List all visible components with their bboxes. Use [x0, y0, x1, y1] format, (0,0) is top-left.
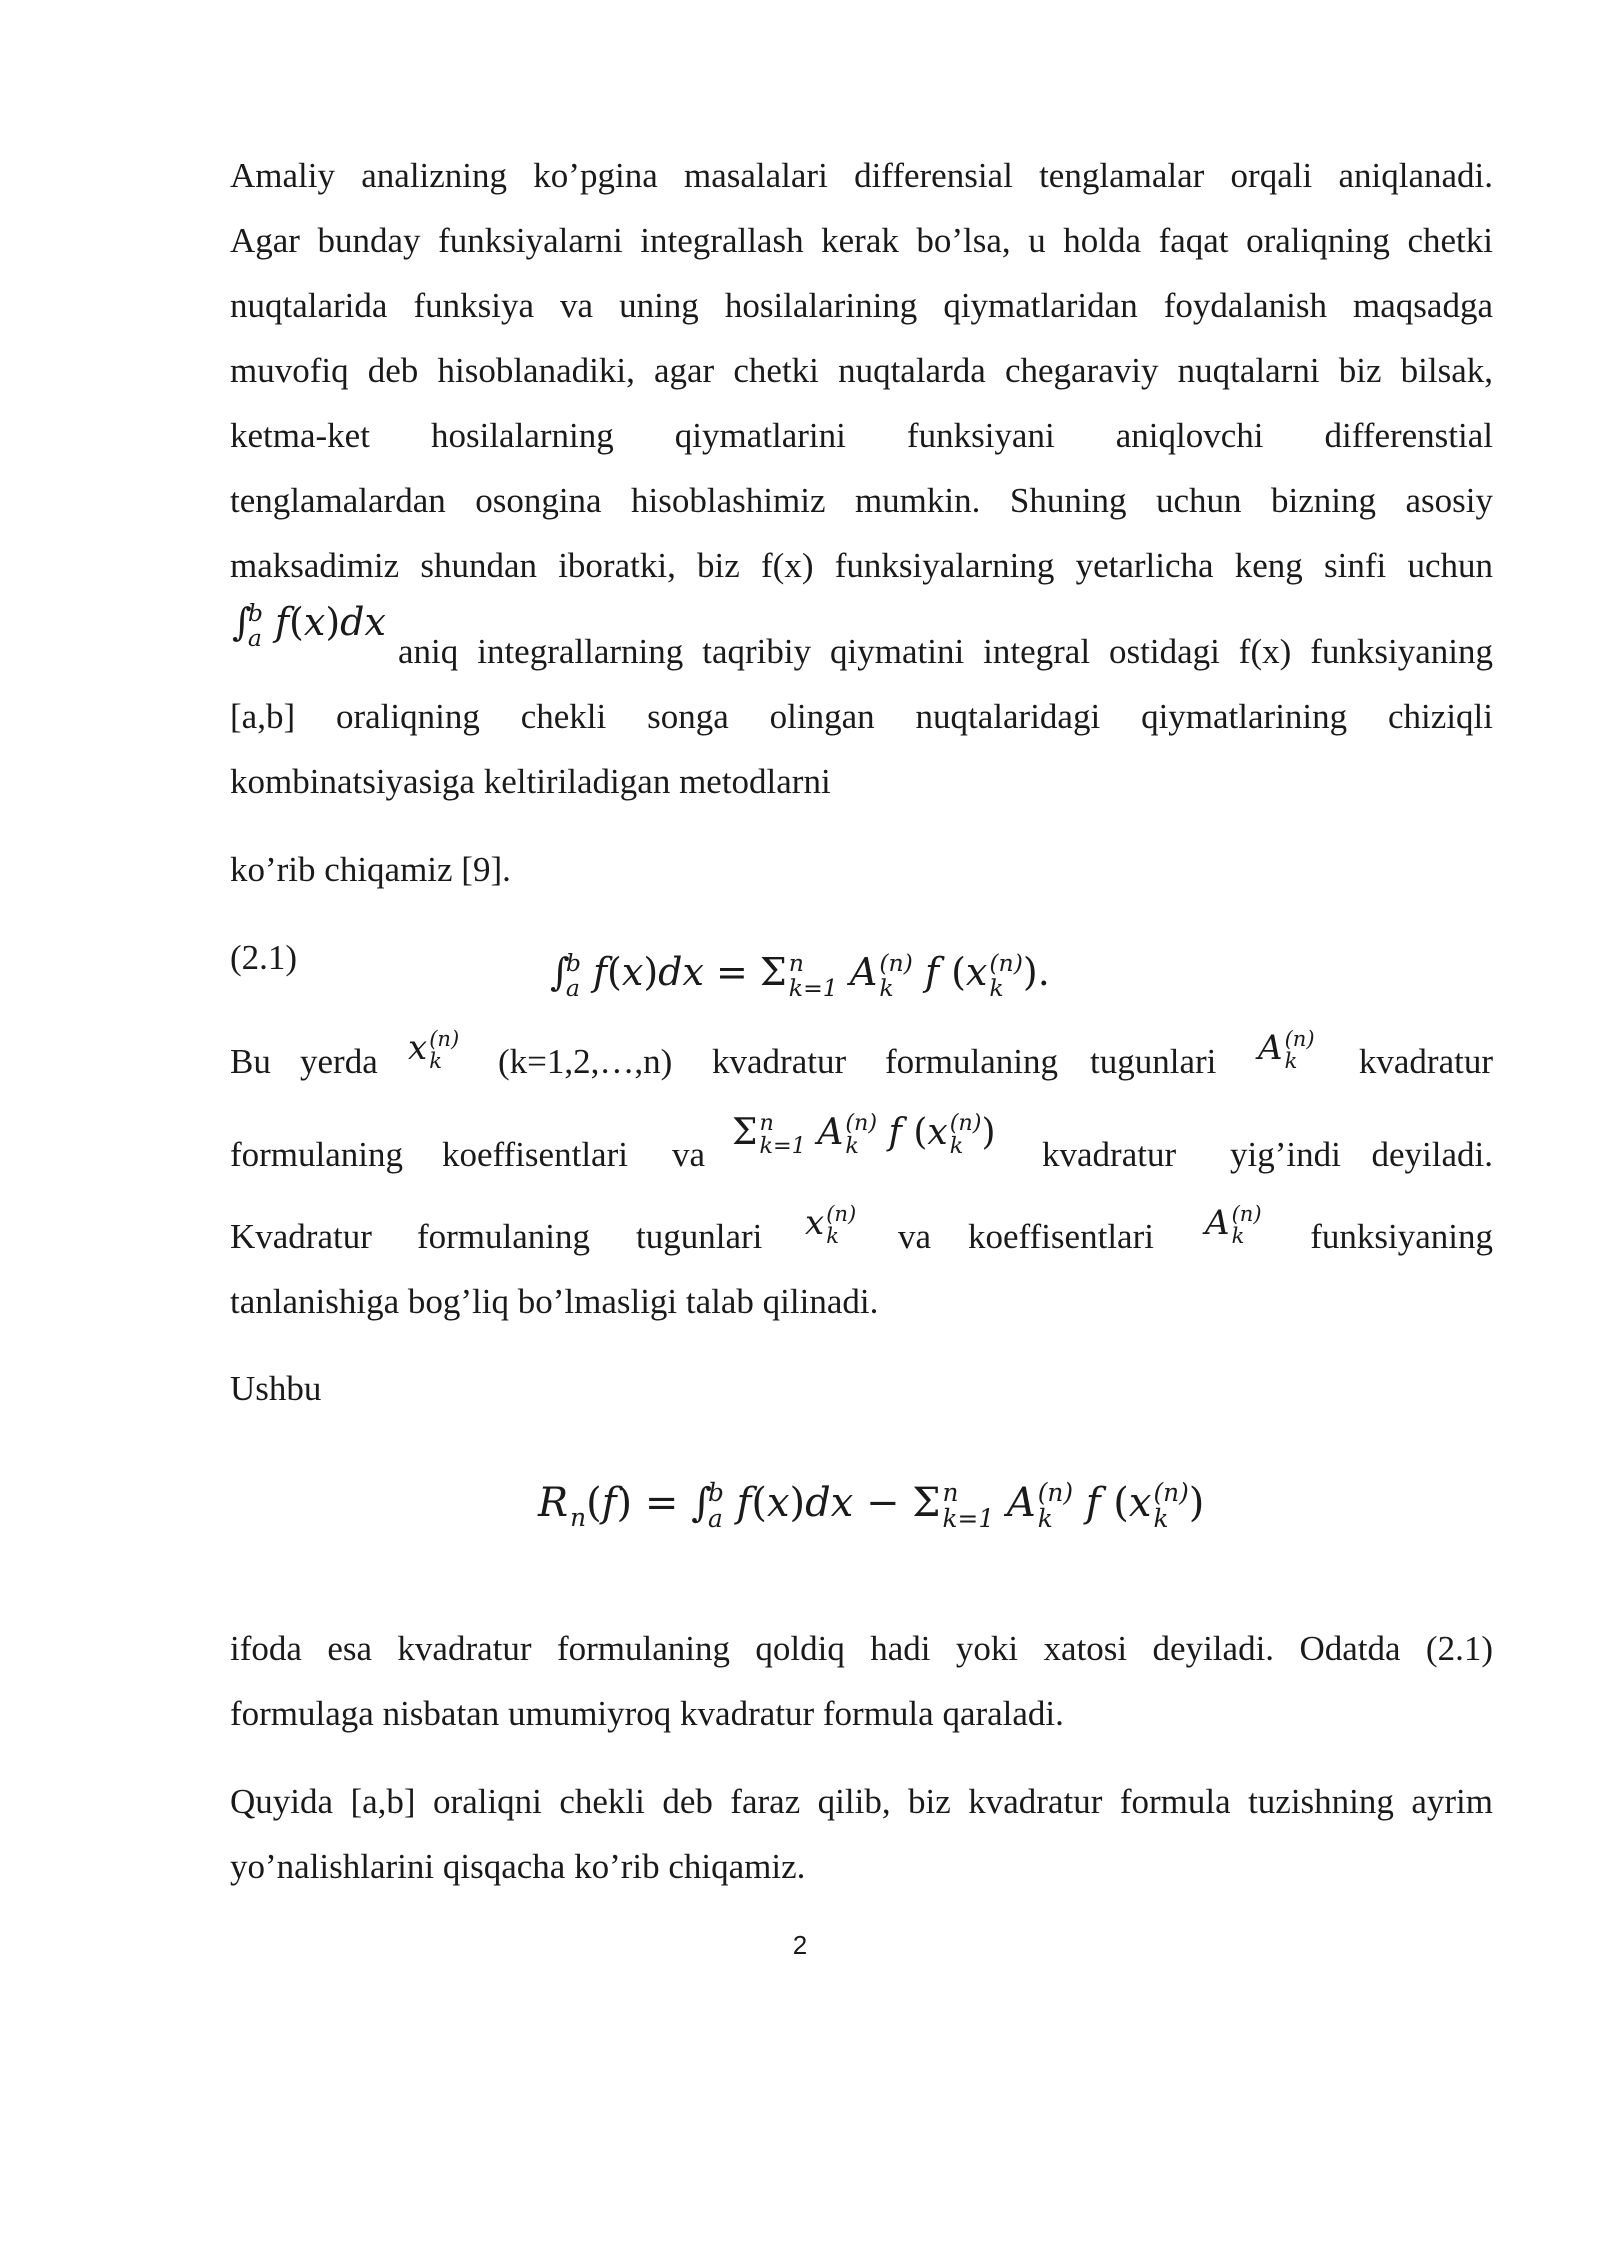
word: Bu	[230, 1042, 271, 1081]
word: va	[672, 1135, 706, 1174]
bu-yerda-line	[230, 1025, 1493, 1084]
word: yig’indi	[1230, 1135, 1341, 1174]
word: koeffisentlari	[968, 1217, 1154, 1256]
node-symbol: x (n) k	[805, 1200, 857, 1248]
word: Kvadratur	[230, 1217, 372, 1256]
word: formulaning	[885, 1042, 1059, 1081]
text-line: Agar bunday funksiyalarni integrallash kerak bo’lsa, u holda faqat oraliqning chetki	[230, 221, 1493, 260]
text-line: [a,b] oraliqning chekli songa olingan nuqtalaridagi qiymatlarining chiziqli	[230, 697, 1493, 736]
text-line: Quyida [a,b] oraliqni chekli deb faraz qilib, biz kvadratur formula tuzishning ayrim	[230, 1782, 1493, 1821]
text-line: formulaga nisbatan umumiyroq kvadratur formula qaraladi.	[230, 1694, 1064, 1733]
word: kvadratur	[712, 1042, 847, 1081]
page-number: 2	[792, 1930, 808, 1960]
text-line: kombinatsiyasiga keltiriladigan metodlarni	[230, 762, 831, 801]
equation-label: (2.1)	[230, 938, 298, 977]
text-line: tenglamalardan osongina hisoblashimiz mumkin. Shuning uchun bizning asosiy	[230, 481, 1493, 520]
word: (k=1,2,…,n)	[498, 1042, 673, 1081]
sum-symbol: Σ n k=1 A (n) k f (x (n) k )	[732, 1109, 996, 1159]
word: koeffisentlari	[442, 1135, 628, 1174]
text-line: muvofiq deb hisoblanadiki, agar chetki nuqtalarda chegaraviy nuqtalarni biz bilsak,	[230, 351, 1493, 390]
text-line: aniq integrallarning taqribiy qiymatini integral ostidagi f(x) funksiyaning	[398, 632, 1493, 671]
word: formulaning	[417, 1217, 591, 1256]
word: va	[898, 1217, 932, 1256]
text-line: Amaliy analizning ko’pgina masalalari differensial tenglamalar orqali aniqlanadi.	[230, 156, 1493, 195]
word: formulaning	[230, 1135, 404, 1174]
text-line: yo’nalishlarini qisqacha ko’rib chiqamiz.	[230, 1847, 806, 1886]
word: tugunlari	[636, 1217, 763, 1256]
equation-2-1: ∫ b a f(x)dx = Σ n k=1 A (n) k f (x (n) k ).	[550, 948, 1050, 1002]
word: funksiyaning	[1310, 1217, 1493, 1256]
word: yerda	[300, 1042, 378, 1081]
text-line: nuqtalarida funksiya va uning hosilalarining qiymatlaridan foydalanish maqsadga	[230, 286, 1493, 325]
text-line: ketma-ket hosilalarning qiymatlarini funksiyani aniqlovchi differenstial	[230, 416, 1493, 455]
word: deyiladi.	[1371, 1135, 1493, 1174]
text-line: ifoda esa kvadratur formulaning qoldiq hadi yoki xatosi deyiladi. Odatda (2.1)	[230, 1629, 1493, 1668]
node-symbol: x (n) k	[408, 1025, 460, 1073]
word: tugunlari	[1090, 1042, 1217, 1081]
word: kvadratur	[1042, 1135, 1177, 1174]
text-line: tanlanishiga bog’liq bo’lmasligi talab qilinadi.	[230, 1282, 879, 1321]
text-line: maksadimiz shundan iboratki, biz f(x) funksiyalarning yetarlicha keng sinfi uchun	[230, 546, 1493, 585]
coefficient-symbol: A (n) k	[1205, 1200, 1262, 1248]
formulaning-line	[230, 1109, 1493, 1177]
text-line: ko’rib chiqamiz [9].	[230, 850, 511, 889]
inline-integral-formula: ∫ b a f(x)dx	[232, 598, 386, 652]
kvadratur-line	[230, 1200, 1493, 1259]
word: kvadratur	[1358, 1042, 1493, 1081]
coefficient-symbol: A (n) k	[1258, 1025, 1315, 1073]
remainder-formula: R n (f) = ∫ b a f(x)dx − Σ n k=1 A (n) k f (x (n) k )	[538, 1478, 1205, 1534]
text-line: Ushbu	[230, 1369, 322, 1408]
